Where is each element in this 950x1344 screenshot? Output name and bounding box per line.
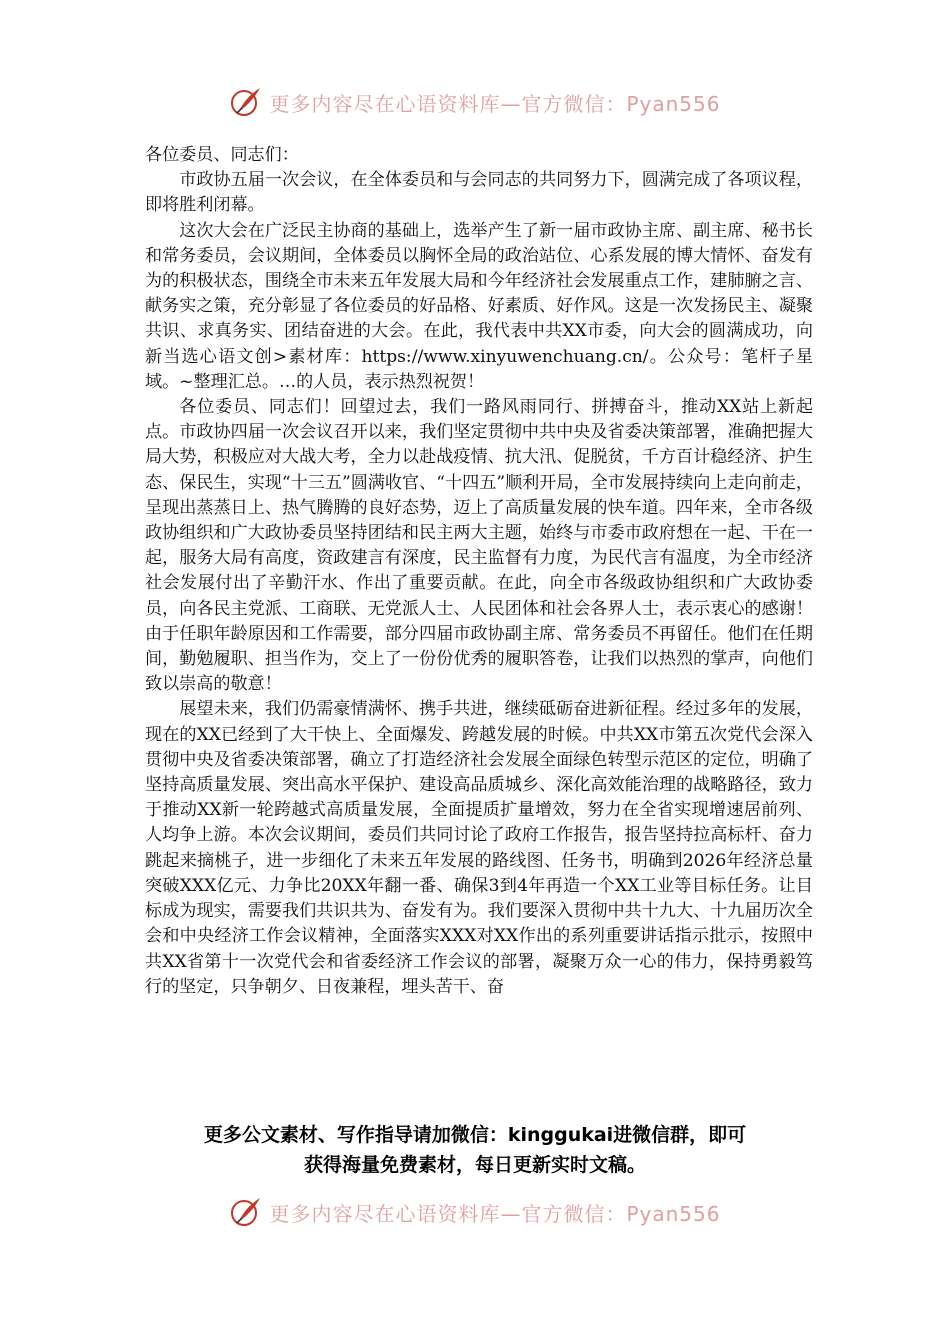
footer-banner — [0, 1192, 950, 1232]
promo-note — [120, 1120, 830, 1180]
promo-line-2: 获得海量免费素材，每日更新实时文稿。 — [303, 1154, 646, 1176]
promo-line-1: 更多公文素材、写作指导请加微信：kinggukai进微信群，即可 — [203, 1124, 747, 1146]
header-banner — [0, 82, 950, 122]
banner-text: 更多内容尽在心语资料库—官方微信：Pyan556 — [269, 91, 721, 116]
document-body — [145, 143, 813, 1000]
paragraph: 市政协五届一次会议，在全体委员和与会同志的共同努力下，圆满完成了各项议程，即将胜利闭幕。 — [145, 170, 813, 216]
quill-logo-icon — [229, 85, 263, 119]
paragraph: 各位委员、同志们！回望过去，我们一路风雨同行、拼搏奋斗，推动XX站上新起点。市政协四届一次会议召开以来，我们坚定贯彻中共中央及省委决策部署，准确把握大局大势，积极应对大战大考，全力以赴战疫情、抗大汛、促脱贫，千方百计稳经济、护生态、保民生，实现“十三五”圆满收官、“十四五”顺利开局，全市发展持续向上走向前走，呈现出蒸蒸日上、热气腾腾的良好态势，迈上了高质量发展的快车道。四年来，全市各级政协组织和广大政协委员坚持团结和民主两大主题，始终与市委市政府想在一起、干在一起，服务大局有高度，资政建言有深度，民主监督有力度，为民代言有温度，为全市经济社会发展付出了辛勤汗水、作出了重要贡献。在此，向全市各级政协组织和广大政协委员，向各民主党派、工商联、无党派人士、人民团体和社会各界人士，表示衷心的感谢！由于任职年龄原因和工作需要，部分四届市政协副主席、常务委员不再留任。他们在任期间，勤勉履职、担当作为，交上了一份份优秀的履职答卷，让我们以热烈的掌声，向他们致以崇高的敬意！ — [145, 397, 813, 695]
banner-text: 更多内容尽在心语资料库—官方微信：Pyan556 — [269, 1201, 721, 1226]
quill-logo-icon — [229, 1195, 263, 1229]
salutation: 各位委员、同志们： — [145, 145, 299, 165]
paragraph: 这次大会在广泛民主协商的基础上，选举产生了新一届市政协主席、副主席、秘书长和常务委员，会议期间，全体委员以胸怀全局的政治站位、心系发展的博大情怀、奋发有为的积极状态，围绕全市未来五年发展大局和今年经济社会发展重点工作，建肺腑之言、献务实之策，充分彰显了各位委员的好品格、好素质、好作风。这是一次发扬民主、凝聚共识、求真务实、团结奋进的大会。在此，我代表中共XX市委，向大会的圆满成功，向新当选心语文创>素材库：https://www.xinyuwenchuang.cn/。公众号：笔杆子星域。~整理汇总。…的人员，表示热烈祝贺！ — [145, 220, 813, 392]
paragraph: 展望未来，我们仍需豪情满怀、携手共进，继续砥砺奋进新征程。经过多年的发展，现在的XX已经到了大干快上、全面爆发、跨越发展的时候。中共XX市第五次党代会深入贯彻中央及省委决策部署，确立了打造经济社会发展全面绿色转型示范区的定位，明确了坚持高质量发展、突出高水平保护、建设高品质城乡、深化高效能治理的战略路径，致力于推动XX新一轮跨越式高质量发展，全面提质扩量增效，努力在全省实现增速居前列、人均争上游。本次会议期间，委员们共同讨论了政府工作报告，报告坚持拉高标杆、奋力跳起来摘桃子，进一步细化了未来五年发展的路线图、任务书，明确到2026年经济总量突破XXX亿元、力争比20XX年翻一番、确保3到4年再造一个XX工业等目标任务。让目标成为现实，需要我们共识共为、奋发有为。我们要深入贯彻中共十九大、十九届历次全会和中央经济工作会议精神，全面落实XXX对XX作出的系列重要讲话指示批示，按照中共XX省第十一次党代会和省委经济工作会议的部署，凝聚万众一心的伟力，保持勇毅笃行的坚定，只争朝夕、日夜兼程，埋头苦干、奋 — [145, 699, 813, 997]
